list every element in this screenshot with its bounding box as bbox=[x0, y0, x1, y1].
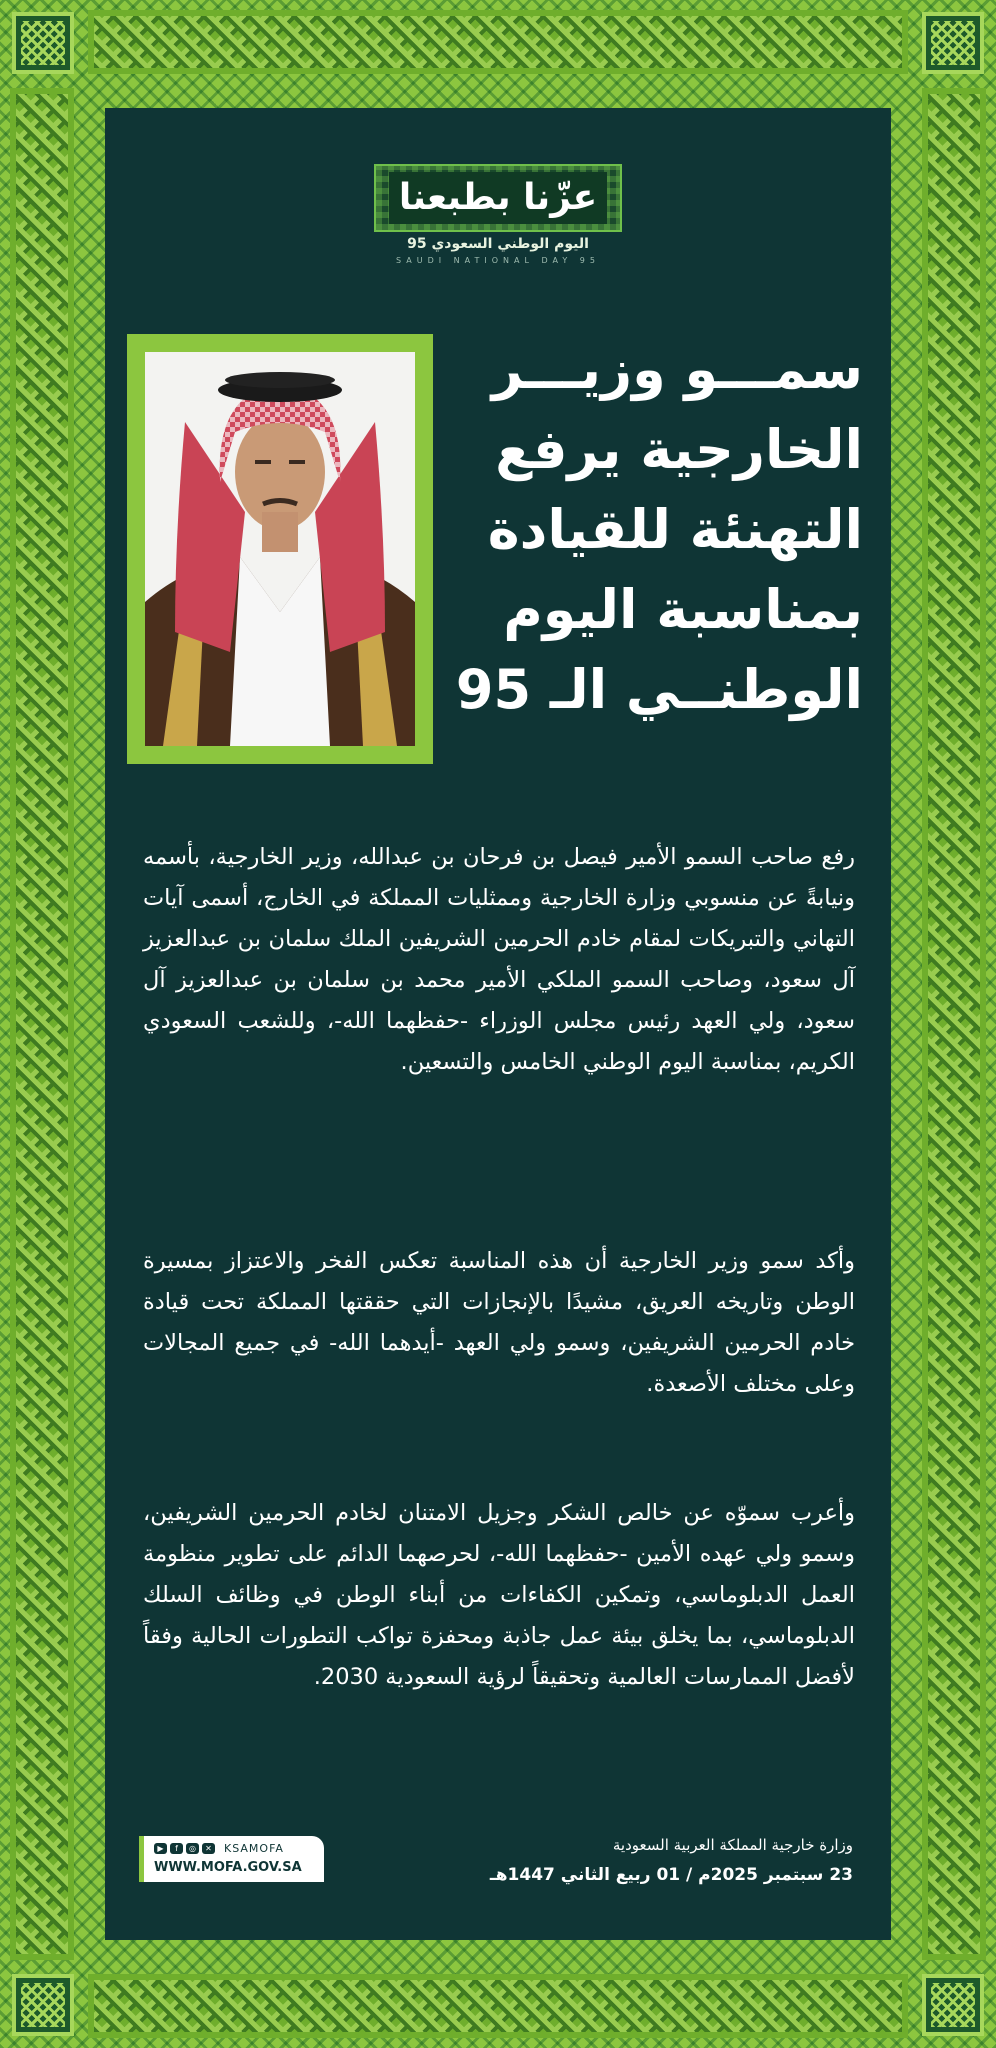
headline-line: التهنئة للقيادة bbox=[487, 498, 863, 561]
headline bbox=[455, 330, 863, 730]
corner-ornament-top-left bbox=[12, 12, 74, 74]
portrait-frame bbox=[127, 334, 433, 764]
headline-line: سمـــو وزيـــر bbox=[491, 338, 863, 401]
headline-line: الوطنــي الـ 95 bbox=[455, 658, 863, 721]
corner-ornament-top-right bbox=[922, 12, 984, 74]
website-link[interactable]: WWW.MOFA.GOV.SA bbox=[154, 1860, 302, 1875]
facebook-icon[interactable]: f bbox=[170, 1843, 183, 1854]
logo-slogan: عزّنا بطبعنا bbox=[389, 172, 607, 224]
border-pattern-right bbox=[922, 88, 986, 1960]
ministry-name: وزارة خارجية المملكة العربية السعودية bbox=[612, 1836, 853, 1854]
social-media-tag bbox=[139, 1836, 324, 1882]
border-pattern-left bbox=[10, 88, 74, 1960]
social-handle: KSAMOFA bbox=[224, 1842, 284, 1855]
footer-credit bbox=[490, 1830, 853, 1890]
corner-ornament-bottom-left bbox=[12, 1974, 74, 2036]
logo-subtitle: اليوم الوطني السعودي 95 bbox=[407, 236, 589, 252]
portrait-photo bbox=[145, 352, 415, 746]
publish-date: 23 سبتمبر 2025م / 01 ربيع الثاني 1447هـ bbox=[489, 1865, 853, 1885]
body-paragraph-2: وأكد سمو وزير الخارجية أن هذه المناسبة تعكس الفخر والاعتزاز بمسيرة الوطن وتاريخه العريق، مشيدًا بالإنجازات التي حققتها المملكة تحت قيادة خادم الحرمين الشريفين، وسمو ولي العهد -أيدهما الله- في جميع المجالات وعلى مختلف الأصعدة. bbox=[143, 1247, 855, 1397]
social-icons bbox=[154, 1843, 215, 1854]
logo-english-caption: SAUDI NATIONAL DAY 95 bbox=[396, 256, 600, 265]
youtube-icon[interactable]: ▶ bbox=[154, 1843, 167, 1854]
portrait-illustration bbox=[145, 352, 415, 746]
content-panel bbox=[105, 108, 891, 1940]
national-day-logo bbox=[370, 164, 626, 265]
border-pattern-top bbox=[88, 10, 908, 74]
instagram-icon[interactable]: ◎ bbox=[186, 1843, 199, 1854]
headline-line: بمناسبة اليوم bbox=[503, 578, 863, 641]
corner-ornament-bottom-right bbox=[922, 1974, 984, 2036]
x-icon[interactable]: ✕ bbox=[202, 1843, 215, 1854]
body-paragraph-3: وأعرب سموّه عن خالص الشكر وجزيل الامتنان لخادم الحرمين الشريفين، وسمو ولي عهده الأمين -حفظهما الله-، لحرصهما الدائم على تطوير منظومة العمل الدبلوماسي، وتمكين الكفاءات من أبناء الوطن في وظائف السلك الدبلوماسي، بما يخلق بيئة عمل جاذبة ومحفزة تواكب التطورات الحالية وفقاً لأفضل الممارسات العالمية وتحقيقاً لرؤية السعودية 2030. bbox=[143, 1499, 855, 1690]
headline-line: الخارجية يرفع bbox=[495, 418, 863, 481]
logo-badge bbox=[374, 164, 622, 232]
border-pattern-bottom bbox=[88, 1974, 908, 2038]
body-paragraph-1: رفع صاحب السمو الأمير فيصل بن فرحان بن عبدالله، وزير الخارجية، بأسمه ونيابةً عن منسوبي وزارة الخارجية وممثليات المملكة في الخارج، أسمى آيات التهاني والتبريكات لمقام خادم الحرمين الشريفين الملك سلمان بن عبدالعزيز آل سعود، وصاحب السمو الملكي الأمير محمد بن سلمان بن عبدالعزيز آل سعود، ولي العهد رئيس مجلس الوزراء -حفظهما الله-، وللشعب السعودي الكريم، بمناسبة اليوم الوطني الخامس والتسعين. bbox=[143, 843, 855, 1075]
